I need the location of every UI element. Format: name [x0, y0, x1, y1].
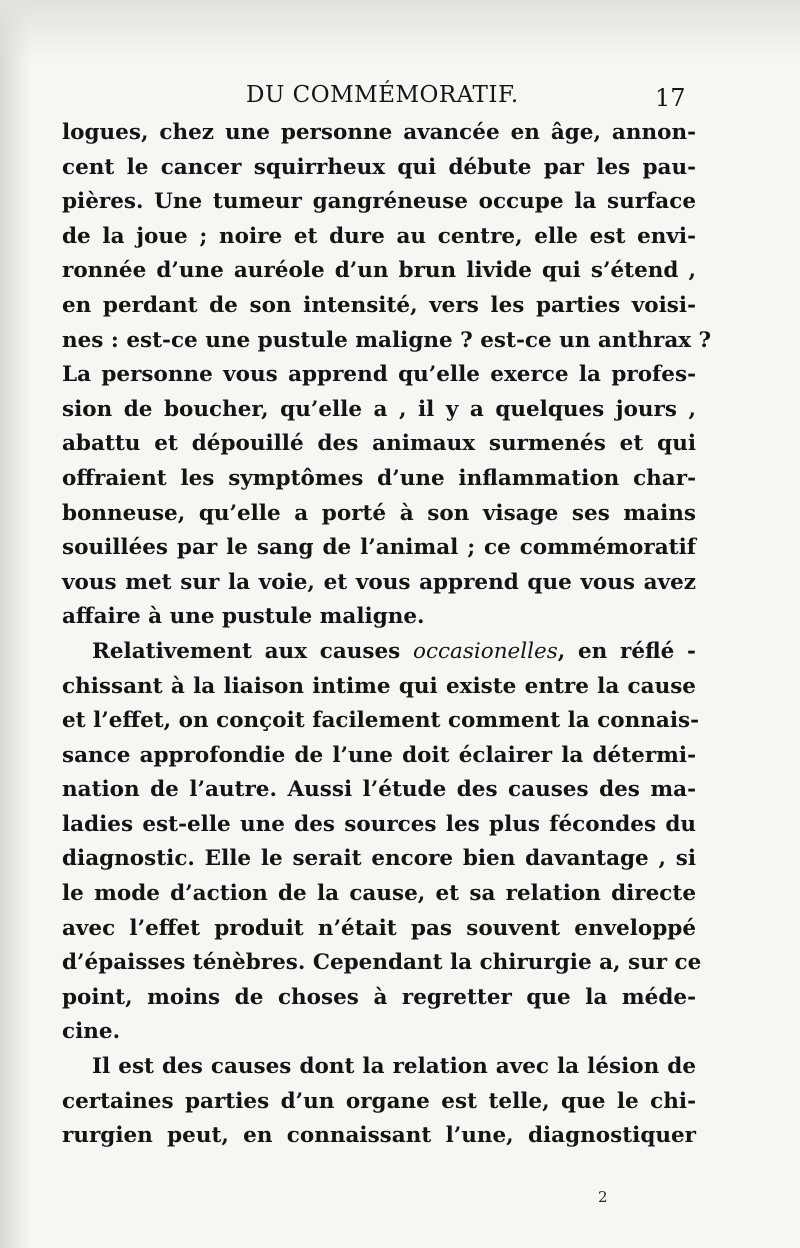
- top-shadow: [0, 0, 800, 60]
- text-segment: , en réflé -: [557, 638, 696, 664]
- text-line: vous met sur la voie, et vous apprend que vous avez: [62, 569, 696, 595]
- text-line: diagnostic. Elle le serait encore bien davantage , si: [62, 846, 696, 872]
- text-line: avec l’effet produit n’était pas souvent enveloppé: [62, 915, 696, 941]
- text-line: en perdant de son intensité, vers les parties voisi-: [62, 292, 696, 318]
- text-line: le mode d’action de la cause, et sa relation directe: [62, 881, 696, 907]
- text-line: cent le cancer squirrheux qui débute par les pau-: [62, 154, 696, 180]
- text-line: nation de l’autre. Aussi l’étude des causes des ma-: [62, 777, 696, 803]
- text-line: chissant à la liaison intime qui existe entre la cause: [62, 673, 696, 699]
- text-line: et l’effet, on conçoit facilement comment la connais-: [62, 708, 700, 734]
- text-line: certaines parties d’un organe est telle, que le chi-: [62, 1088, 696, 1114]
- paragraph-first-line: [62, 635, 696, 670]
- text-line: bonneuse, qu’elle a porté à son visage ses mains: [62, 500, 696, 526]
- text-line: souillées par le sang de l’animal ; ce commémoratif: [62, 535, 696, 561]
- text-line: pières. Une tumeur gangréneuse occupe la surface: [62, 189, 696, 215]
- page-number: 17: [655, 84, 686, 112]
- text-line: d’épaisses ténèbres. Cependant la chirurgie a, sur ce: [62, 950, 702, 976]
- text-line: logues, chez une personne avancée en âge, annon-: [62, 120, 696, 145]
- text-line: affaire à une pustule maligne.: [62, 604, 425, 630]
- text-line: sance approfondie de l’une doit éclairer la détermi-: [62, 742, 696, 768]
- text-line: ronnée d’une auréole d’un brun livide qui s’étend ,: [62, 258, 696, 284]
- text-line: cine.: [62, 1019, 121, 1045]
- printer-signature-mark: 2: [598, 1188, 608, 1206]
- italic-term: occasionelles: [413, 638, 558, 664]
- gutter-shadow: [0, 0, 30, 1248]
- running-title: DU COMMÉMORATIF.: [246, 82, 519, 108]
- text-line: ladies est-elle une des sources les plus fécondes du: [62, 811, 696, 837]
- body-text: [62, 116, 712, 1154]
- text-line: offraient les symptômes d’une inflammation char-: [62, 465, 696, 491]
- text-line: sion de boucher, qu’elle a , il y a quelques jours ,: [62, 396, 696, 422]
- text-line: nes : est-ce une pustule maligne ? est-ce un anthrax ?: [62, 327, 712, 353]
- text-line: Il est des causes dont la relation avec la lésion de: [92, 1054, 696, 1080]
- text-segment: Relativement aux causes: [92, 638, 413, 664]
- text-line: rurgien peut, en connaissant l’une, diagnostiquer: [62, 1123, 696, 1149]
- text-line: point, moins de choses à regretter que la méde-: [62, 984, 696, 1010]
- text-line: abattu et dépouillé des animaux surmenés et qui: [62, 431, 696, 457]
- text-line: de la joue ; noire et dure au centre, elle est envi-: [62, 223, 696, 249]
- text-line: La personne vous apprend qu’elle exerce la profes-: [62, 362, 696, 388]
